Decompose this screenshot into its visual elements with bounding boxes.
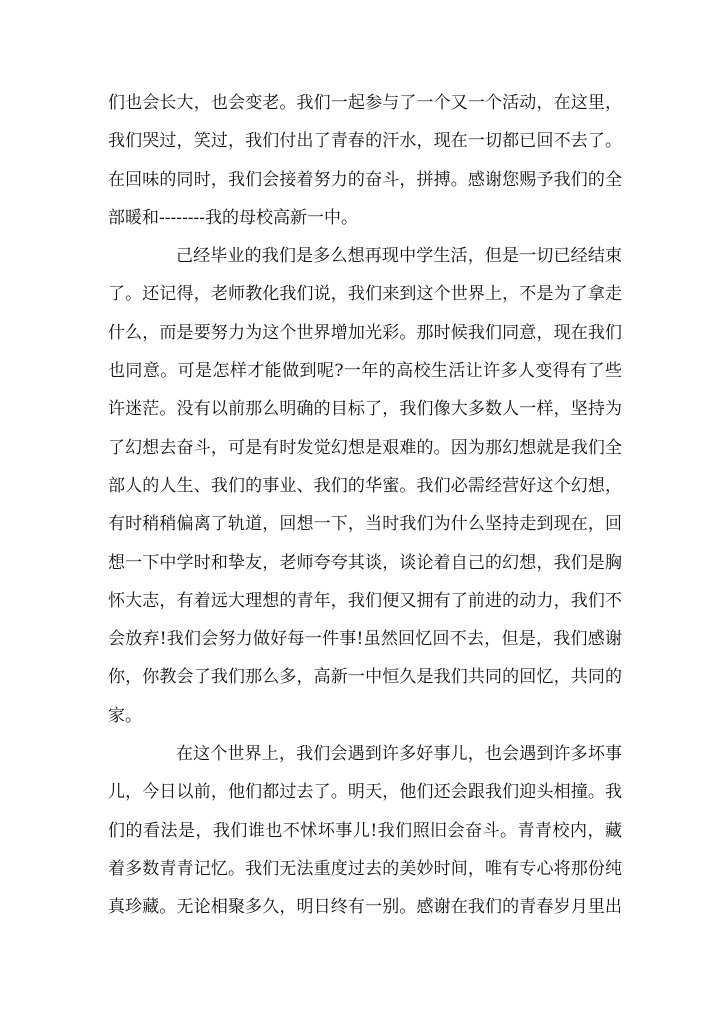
text-line: 己经毕业的我们是多么想再现中学生活，但是一切已经结束 — [176, 246, 622, 267]
text-line: 许迷茫。没有以前那么明确的目标了，我们像大多数人一样，坚持为 — [108, 399, 622, 420]
text-line: 在这个世界上，我们会遇到许多好事儿，也会遇到许多坏事 — [176, 744, 622, 765]
text-line: 在回味的同时，我们会接着努力的奋斗，拼搏。感谢您赐予我们的全 — [108, 169, 622, 190]
text-line: 什么，而是要努力为这个世界增加光彩。那时候我们同意，现在我们 — [108, 322, 622, 343]
paragraph — [108, 237, 622, 735]
body-text — [108, 84, 622, 927]
paragraph — [108, 735, 622, 926]
text-line: 你，你教会了我们那么多，高新一中恒久是我们共同的回忆，共同的 — [108, 667, 622, 688]
text-line: 真珍藏。无论相聚多久，明日终有一别。感谢在我们的青春岁月里出 — [108, 897, 622, 918]
text-line: 也同意。可是怎样才能做到呢?一年的高校生活让许多人变得有了些 — [108, 361, 622, 382]
text-line: 怀大志，有着远大理想的青年，我们便又拥有了前进的动力，我们不 — [108, 590, 622, 611]
paragraph — [108, 84, 622, 237]
text-line: 了。还记得，老师教化我们说，我们来到这个世界上，不是为了拿走 — [108, 284, 622, 305]
text-line: 部暖和--------我的母校高新一中。 — [108, 207, 358, 228]
text-line: 们的看法是，我们谁也不怵坏事儿!我们照旧会奋斗。青青校内，藏 — [108, 820, 622, 841]
text-line: 部人的人生、我们的事业、我们的华蜜。我们必需经营好这个幻想， — [108, 475, 622, 496]
text-line: 们也会长大，也会变老。我们一起参与了一个又一个活动，在这里， — [108, 93, 622, 113]
text-line: 家。 — [108, 705, 142, 726]
text-line: 有时稍稍偏离了轨道，回想一下，当时我们为什么坚持走到现在，回 — [108, 514, 622, 535]
text-line: 我们哭过，笑过，我们付出了青春的汗水，现在一切都已回不去了。 — [108, 131, 622, 152]
text-line: 儿，今日以前，他们都过去了。明天，他们还会跟我们迎头相撞。我 — [108, 782, 622, 803]
text-line: 了幻想去奋斗，可是有时发觉幻想是艰难的。因为那幻想就是我们全 — [108, 437, 622, 458]
text-line: 想一下中学时和挚友，老师夸夸其谈，谈论着自己的幻想，我们是胸 — [108, 552, 622, 573]
text-line: 着多数青青记忆。我们无法重度过去的美妙时间，唯有专心将那份纯 — [108, 858, 622, 879]
text-line: 会放弃!我们会努力做好每一件事!虽然回忆回不去，但是，我们感谢 — [108, 629, 622, 650]
